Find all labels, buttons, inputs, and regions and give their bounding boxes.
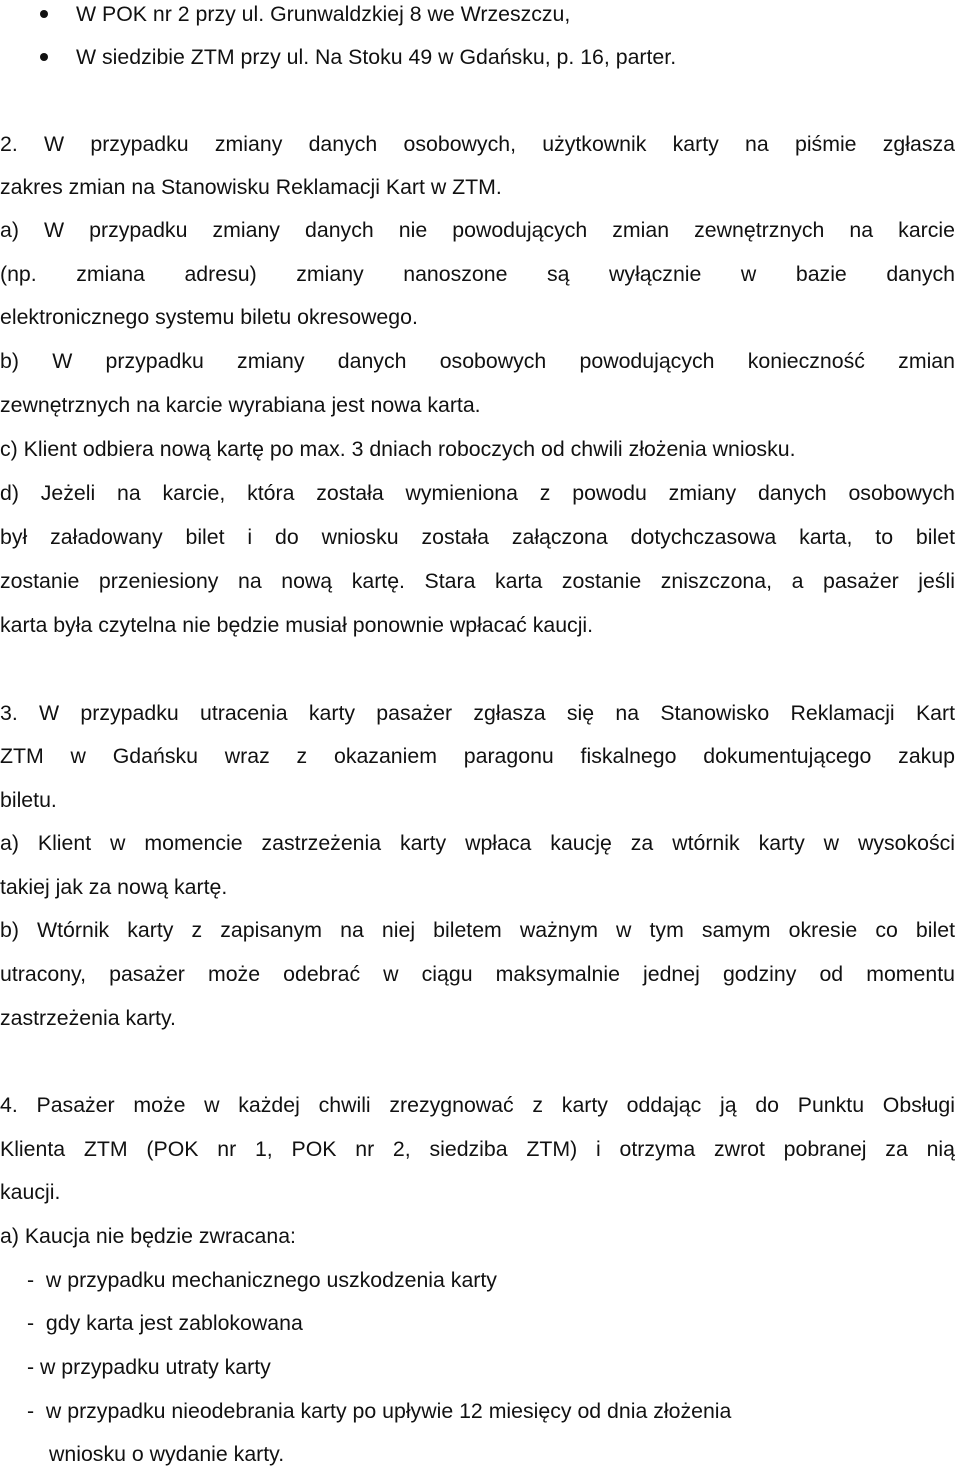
text-line: 2. W przypadku zmiany danych osobowych, użytkownik karty na piśmie zgłasza <box>0 132 955 156</box>
list-item: - w przypadku utraty karty <box>27 1355 271 1379</box>
text-line: biletu. <box>0 788 57 812</box>
text-line: a) Kaucja nie będzie zwracana: <box>0 1224 296 1248</box>
bullet-text: W siedzibie ZTM przy ul. Na Stoku 49 w Gdańsku, p. 16, parter. <box>76 45 677 69</box>
text-line: zostanie przeniesiony na nową kartę. Stara karta zostanie zniszczona, a pasażer jeśli <box>0 569 955 593</box>
text-line: Klienta ZTM (POK nr 1, POK nr 2, siedziba ZTM) i otrzyma zwrot pobranej za nią <box>0 1137 955 1161</box>
text-line: (np. zmiana adresu) zmiany nanoszone są wyłącznie w bazie danych <box>0 262 955 286</box>
list-item: - gdy karta jest zablokowana <box>27 1311 303 1335</box>
text-line: był załadowany bilet i do wniosku została załączona dotychczasowa karta, to bilet <box>0 525 955 549</box>
bullet-text: W POK nr 2 przy ul. Grunwaldzkiej 8 we Wrzeszczu, <box>76 2 571 26</box>
text-line: takiej jak za nową kartę. <box>0 875 228 899</box>
text-line: karta była czytelna nie będzie musiał ponownie wpłacać kaucji. <box>0 613 594 637</box>
text-line: 3. W przypadku utracenia karty pasażer zgłasza się na Stanowisko Reklamacji Kart <box>0 701 955 725</box>
text-line: c) Klient odbiera nową kartę po max. 3 dniach roboczych od chwili złożenia wniosku. <box>0 437 796 461</box>
text-line: ZTM w Gdańsku wraz z okazaniem paragonu fiskalnego dokumentującego zakup <box>0 744 955 768</box>
text-line: b) W przypadku zmiany danych osobowych powodujących konieczność zmian <box>0 349 955 373</box>
text-line: kaucji. <box>0 1180 61 1204</box>
text-line: wniosku o wydanie karty. <box>49 1442 285 1466</box>
text-line: b) Wtórnik karty z zapisanym na niej biletem ważnym w tym samym okresie co bilet <box>0 918 955 942</box>
text-line: zastrzeżenia karty. <box>0 1006 176 1030</box>
text-line: d) Jeżeli na karcie, która została wymieniona z powodu zmiany danych osobowych <box>0 481 955 505</box>
bullet-icon <box>40 53 48 61</box>
text-line: zakres zmian na Stanowisku Reklamacji Kart w ZTM. <box>0 175 502 199</box>
text-line: a) Klient w momencie zastrzeżenia karty wpłaca kaucję za wtórnik karty w wysokości <box>0 831 955 855</box>
list-item: - w przypadku nieodebrania karty po upływie 12 miesięcy od dnia złożenia <box>27 1399 732 1423</box>
text-line: zewnętrznych na karcie wyrabiana jest nowa karta. <box>0 393 481 417</box>
bullet-icon <box>40 10 48 18</box>
text-line: a) W przypadku zmiany danych nie powodujących zmian zewnętrznych na karcie <box>0 218 955 242</box>
text-line: 4. Pasażer może w każdej chwili zrezygnować z karty oddając ją do Punktu Obsługi <box>0 1093 955 1117</box>
text-line: elektronicznego systemu biletu okresowego. <box>0 305 418 329</box>
list-item: - w przypadku mechanicznego uszkodzenia karty <box>27 1268 497 1292</box>
text-line: utracony, pasażer może odebrać w ciągu maksymalnie jednej godziny od momentu <box>0 962 955 986</box>
